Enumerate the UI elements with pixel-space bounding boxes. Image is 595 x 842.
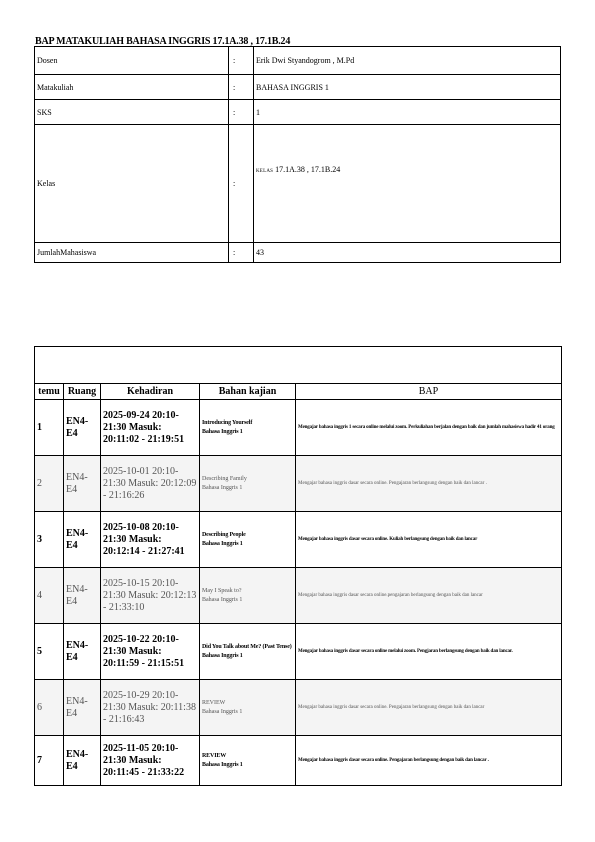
table-header-row [35,384,562,400]
attendance-cell: 2025-10-01 20:10-21:30 Masuk: 20:12:09 - 21:16:26 [101,456,200,512]
room-cell: EN4-E4 [64,512,101,568]
attendance-cell: 2025-09-24 20:10-21:30 Masuk: 20:11:02 - 21:19:51 [101,400,200,456]
table-row [35,456,562,512]
blank-cell [35,347,562,384]
topic-title: May I Speak to? [202,587,242,594]
room-cell: EN4-E4 [64,736,101,786]
table-row [35,400,562,456]
attendance-cell: 2025-10-15 20:10-21:30 Masuk: 20:12:13 - 21:33:10 [101,568,200,624]
info-row-class [35,125,561,243]
bap-cell: Mengajar bahasa inggris dasar secara online. Pengajaran berlangsung dengan baik dan lancar [296,680,562,736]
topic-title: Introducing Yourself [202,419,253,426]
attendance-cell: 2025-11-05 20:10-21:30 Masuk: 20:11:45 - 21:33:22 [101,736,200,786]
info-label: Dosen [35,47,229,75]
table-row [35,512,562,568]
info-label: Kelas [35,125,229,243]
class-prefix: KELAS [256,169,274,174]
room-cell: EN4-E4 [64,400,101,456]
info-separator: : [229,75,254,100]
info-value: Erik Dwi Styandogrom , M.Pd [254,47,561,75]
topic-cell [200,624,296,680]
room-cell: EN4-E4 [64,624,101,680]
topic-title: REVIEW [202,699,226,706]
info-row-credits [35,100,561,125]
topic-cell [200,736,296,786]
table-blank-row [35,347,562,384]
info-label: SKS [35,100,229,125]
room-cell: EN4-E4 [64,680,101,736]
table-row [35,568,562,624]
bap-table [34,346,562,786]
meeting-number: 7 [35,736,64,786]
info-separator: : [229,243,254,263]
bap-cell: Mengajar bahasa inggris dasar secara online melalui zoom. Pengjaran berlangsung dengan baik dan lancar. [296,624,562,680]
table-row [35,736,562,786]
topic-title: Did You Talk about Me? (Past Tense) [202,643,292,650]
meeting-number: 5 [35,624,64,680]
room-cell: EN4-E4 [64,456,101,512]
topic-subject: Bahasa Inggris 1 [202,540,243,547]
info-separator: : [229,47,254,75]
course-info-table [34,46,561,263]
table-row [35,624,562,680]
bap-cell: Mengajar bahasa inggris dasar secara online. Pengajaran berlangsung dengan baik dan lancar . [296,456,562,512]
topic-cell [200,512,296,568]
attendance-cell: 2025-10-29 20:10-21:30 Masuk: 20:11:38 - 21:16:43 [101,680,200,736]
topic-subject: Bahasa Inggris 1 [202,761,243,768]
topic-cell [200,680,296,736]
topic-subject: Bahasa Inggris 1 [202,428,243,435]
attendance-cell: 2025-10-08 20:10-21:30 Masuk: 20:12:14 - 21:27:41 [101,512,200,568]
info-label: Matakuliah [35,75,229,100]
topic-subject: Bahasa Inggris 1 [202,652,243,659]
info-separator: : [229,100,254,125]
header-room: Ruang [64,384,101,400]
topic-subject: Bahasa Inggris 1 [202,708,243,715]
room-cell: EN4-E4 [64,568,101,624]
meeting-number: 2 [35,456,64,512]
document-title: BAP MATAKULIAH BAHASA INGGRIS 17.1A.38 , 17.1B.24 [35,36,291,47]
info-value: 1 [254,100,561,125]
info-row-students [35,243,561,263]
header-bap: BAP [296,384,562,400]
header-topic: Bahan kajian [200,384,296,400]
info-separator: : [229,125,254,243]
topic-title: REVIEW [202,752,227,759]
bap-cell: Mengajar bahasa inggris 1 secara online melalui zoom. Perkuliahan berjalan dengan baik dan jumlah mahasiswa hadir 41 orang [296,400,562,456]
info-row-lecturer [35,47,561,75]
attendance-cell: 2025-10-22 20:10-21:30 Masuk: 20:11:59 - 21:15:51 [101,624,200,680]
header-attendance: Kehadiran [101,384,200,400]
info-value [254,125,561,243]
meeting-number: 3 [35,512,64,568]
meeting-number: 4 [35,568,64,624]
topic-title: Describing Family [202,475,247,482]
meeting-number: 6 [35,680,64,736]
info-label: JumlahMahasiswa [35,243,229,263]
topic-subject: Bahasa Inggris 1 [202,484,243,491]
topic-title: Describing People [202,531,246,538]
topic-subject: Bahasa Inggris 1 [202,596,243,603]
class-value: 17.1A.38 , 17.1B.24 [275,165,341,174]
info-row-course [35,75,561,100]
topic-cell [200,456,296,512]
bap-cell: Mengajar bahasa inggris dasar secara online. Kuliah berlangsung dengan baik dan lancar [296,512,562,568]
info-value: BAHASA INGGRIS 1 [254,75,561,100]
table-row [35,680,562,736]
topic-cell [200,400,296,456]
bap-cell: Mengajar bahasa inggris dasar secara online.pengajaran berlangsung dengan baik dan lancar [296,568,562,624]
bap-cell: Mengajar bahasa inggris dasar secara online. Pengajaran berlangsung dengan baik dan lancar . [296,736,562,786]
header-meeting: temu [35,384,64,400]
topic-cell [200,568,296,624]
meeting-number: 1 [35,400,64,456]
info-value: 43 [254,243,561,263]
